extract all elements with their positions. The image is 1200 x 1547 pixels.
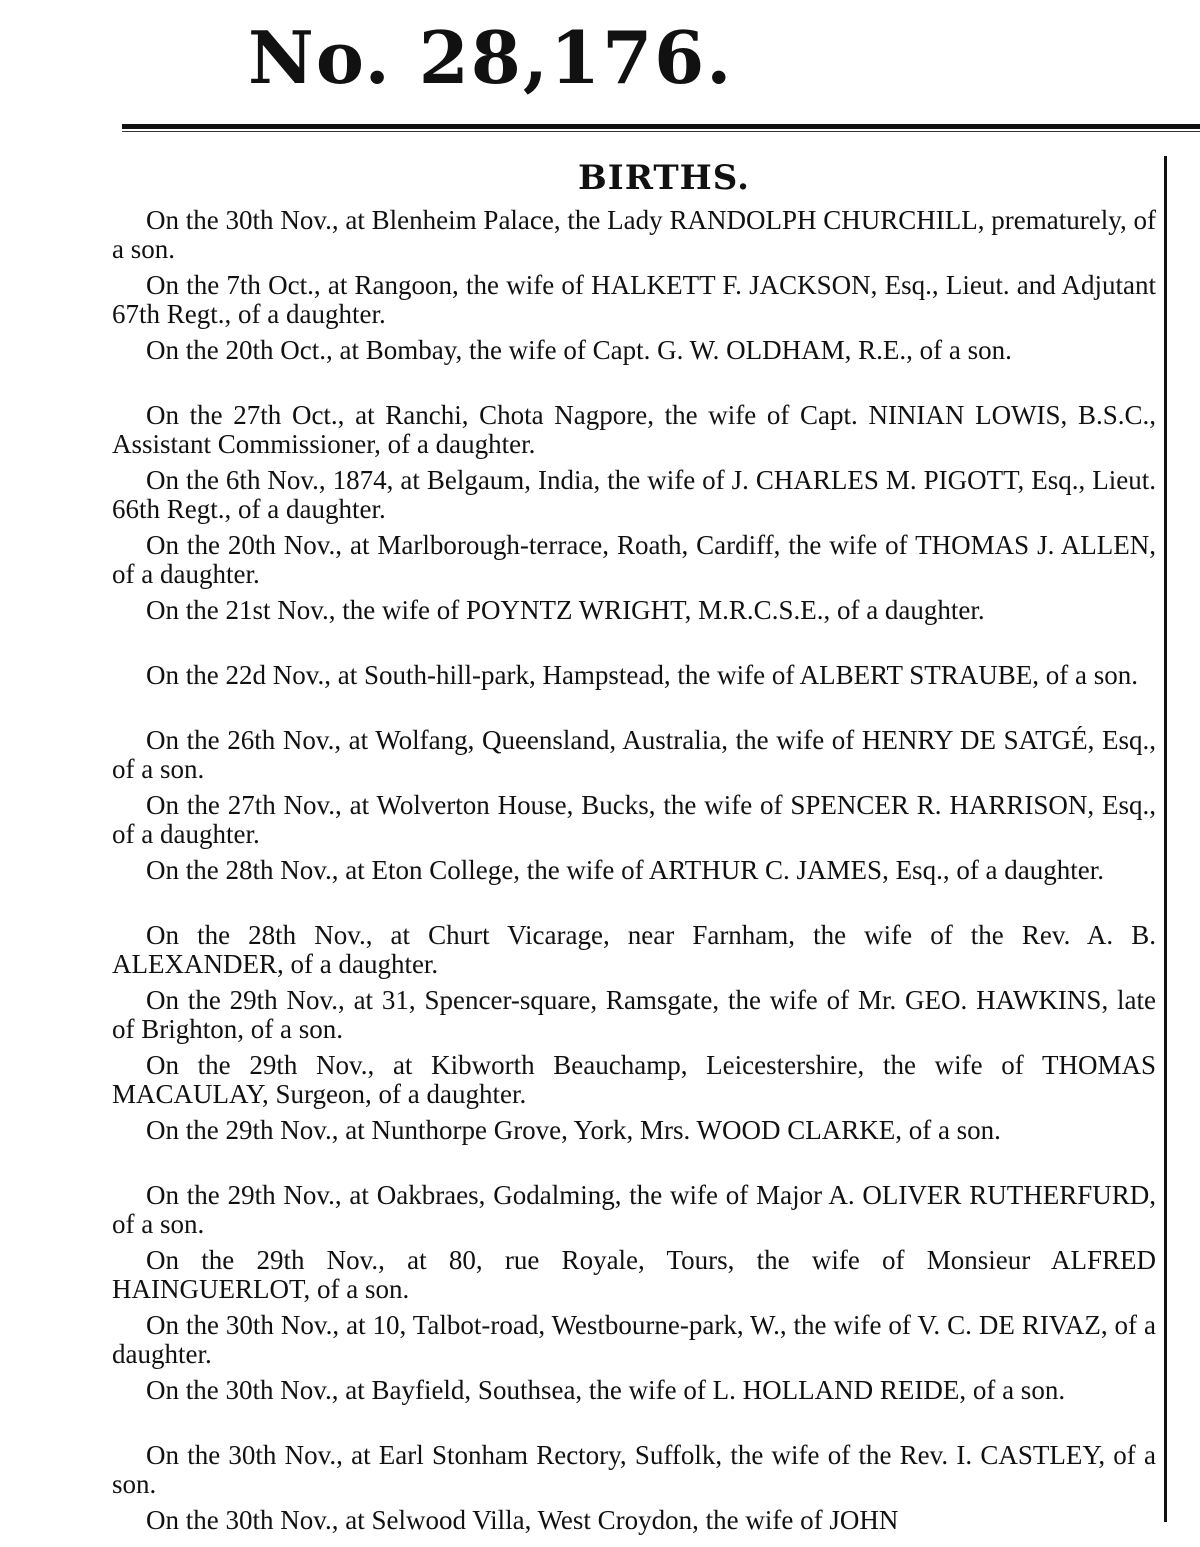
birth-notice: On the 27th Nov., at Wolverton House, Bucks, the wife of SPENCER R. HARRISON, Esq., of a daughter. — [112, 791, 1156, 849]
section-title: BIRTHS. — [578, 158, 750, 198]
birth-notice: On the 26th Nov., at Wolfang, Queensland, Australia, the wife of HENRY DE SATGÉ, Esq., of a son. — [112, 726, 1156, 784]
birth-notice: On the 29th Nov., at Oakbraes, Godalming, the wife of Major A. OLIVER RUTHERFURD, of a son. — [112, 1181, 1156, 1239]
birth-notice: On the 20th Nov., at Marlborough-terrace, Roath, Cardiff, the wife of THOMAS J. ALLEN, of a daughter. — [112, 531, 1156, 589]
birth-notice: On the 30th Nov., at Blenheim Palace, the Lady RANDOLPH CHURCHILL, prematurely, of a son. — [112, 206, 1156, 264]
birth-notice: On the 28th Nov., at Churt Vicarage, near Farnham, the wife of the Rev. A. B. ALEXANDER, of a daughter. — [112, 921, 1156, 979]
birth-notice: On the 22d Nov., at South-hill-park, Hampstead, the wife of ALBERT STRAUBE, of a son. — [146, 661, 1138, 690]
birth-notice: On the 6th Nov., 1874, at Belgaum, India, the wife of J. CHARLES M. PIGOTT, Esq., Lieut. 66th Regt., of a daughter. — [112, 466, 1156, 524]
issue-number: No. 28,176. — [248, 15, 734, 100]
birth-notice: On the 30th Nov., at Earl Stonham Rectory, Suffolk, the wife of the Rev. I. CASTLEY, of a son. — [112, 1441, 1156, 1499]
births-list — [112, 206, 1156, 1540]
birth-notice: On the 29th Nov., at Nunthorpe Grove, York, Mrs. WOOD CLARKE, of a son. — [146, 1116, 1001, 1145]
header-rule — [122, 124, 1200, 129]
birth-notice-partial: On the 30th Nov., at Selwood Villa, West Croydon, the wife of JOHN — [146, 1506, 899, 1535]
column-rule — [1164, 156, 1167, 1522]
birth-notice: On the 28th Nov., at Eton College, the wife of ARTHUR C. JAMES, Esq., of a daughter. — [146, 856, 1105, 885]
birth-notice: On the 29th Nov., at 31, Spencer-square, Ramsgate, the wife of Mr. GEO. HAWKINS, late of Brighton, of a son. — [112, 986, 1156, 1044]
birth-notice: On the 7th Oct., at Rangoon, the wife of HALKETT F. JACKSON, Esq., Lieut. and Adjutant 67th Regt., of a daughter. — [112, 271, 1156, 329]
births-column — [112, 150, 1156, 1547]
birth-notice: On the 21st Nov., the wife of POYNTZ WRIGHT, M.R.C.S.E., of a daughter. — [146, 596, 985, 625]
birth-notice: On the 27th Oct., at Ranchi, Chota Nagpore, the wife of Capt. NINIAN LOWIS, B.S.C., Assistant Commissioner, of a daughter. — [112, 401, 1156, 459]
birth-notice: On the 30th Nov., at 10, Talbot-road, Westbourne-park, W., the wife of V. C. DE RIVAZ, of a daughter. — [112, 1311, 1156, 1369]
birth-notice: On the 30th Nov., at Bayfield, Southsea, the wife of L. HOLLAND REIDE, of a son. — [146, 1376, 1066, 1405]
birth-notice: On the 29th Nov., at Kibworth Beauchamp, Leicestershire, the wife of THOMAS MACAULAY, Surgeon, of a daughter. — [112, 1051, 1156, 1109]
birth-notice: On the 20th Oct., at Bombay, the wife of Capt. G. W. OLDHAM, R.E., of a son. — [146, 336, 1012, 365]
header-rule-thin — [122, 131, 1200, 132]
birth-notice: On the 29th Nov., at 80, rue Royale, Tours, the wife of Monsieur ALFRED HAINGUERLOT, of a son. — [112, 1246, 1156, 1304]
